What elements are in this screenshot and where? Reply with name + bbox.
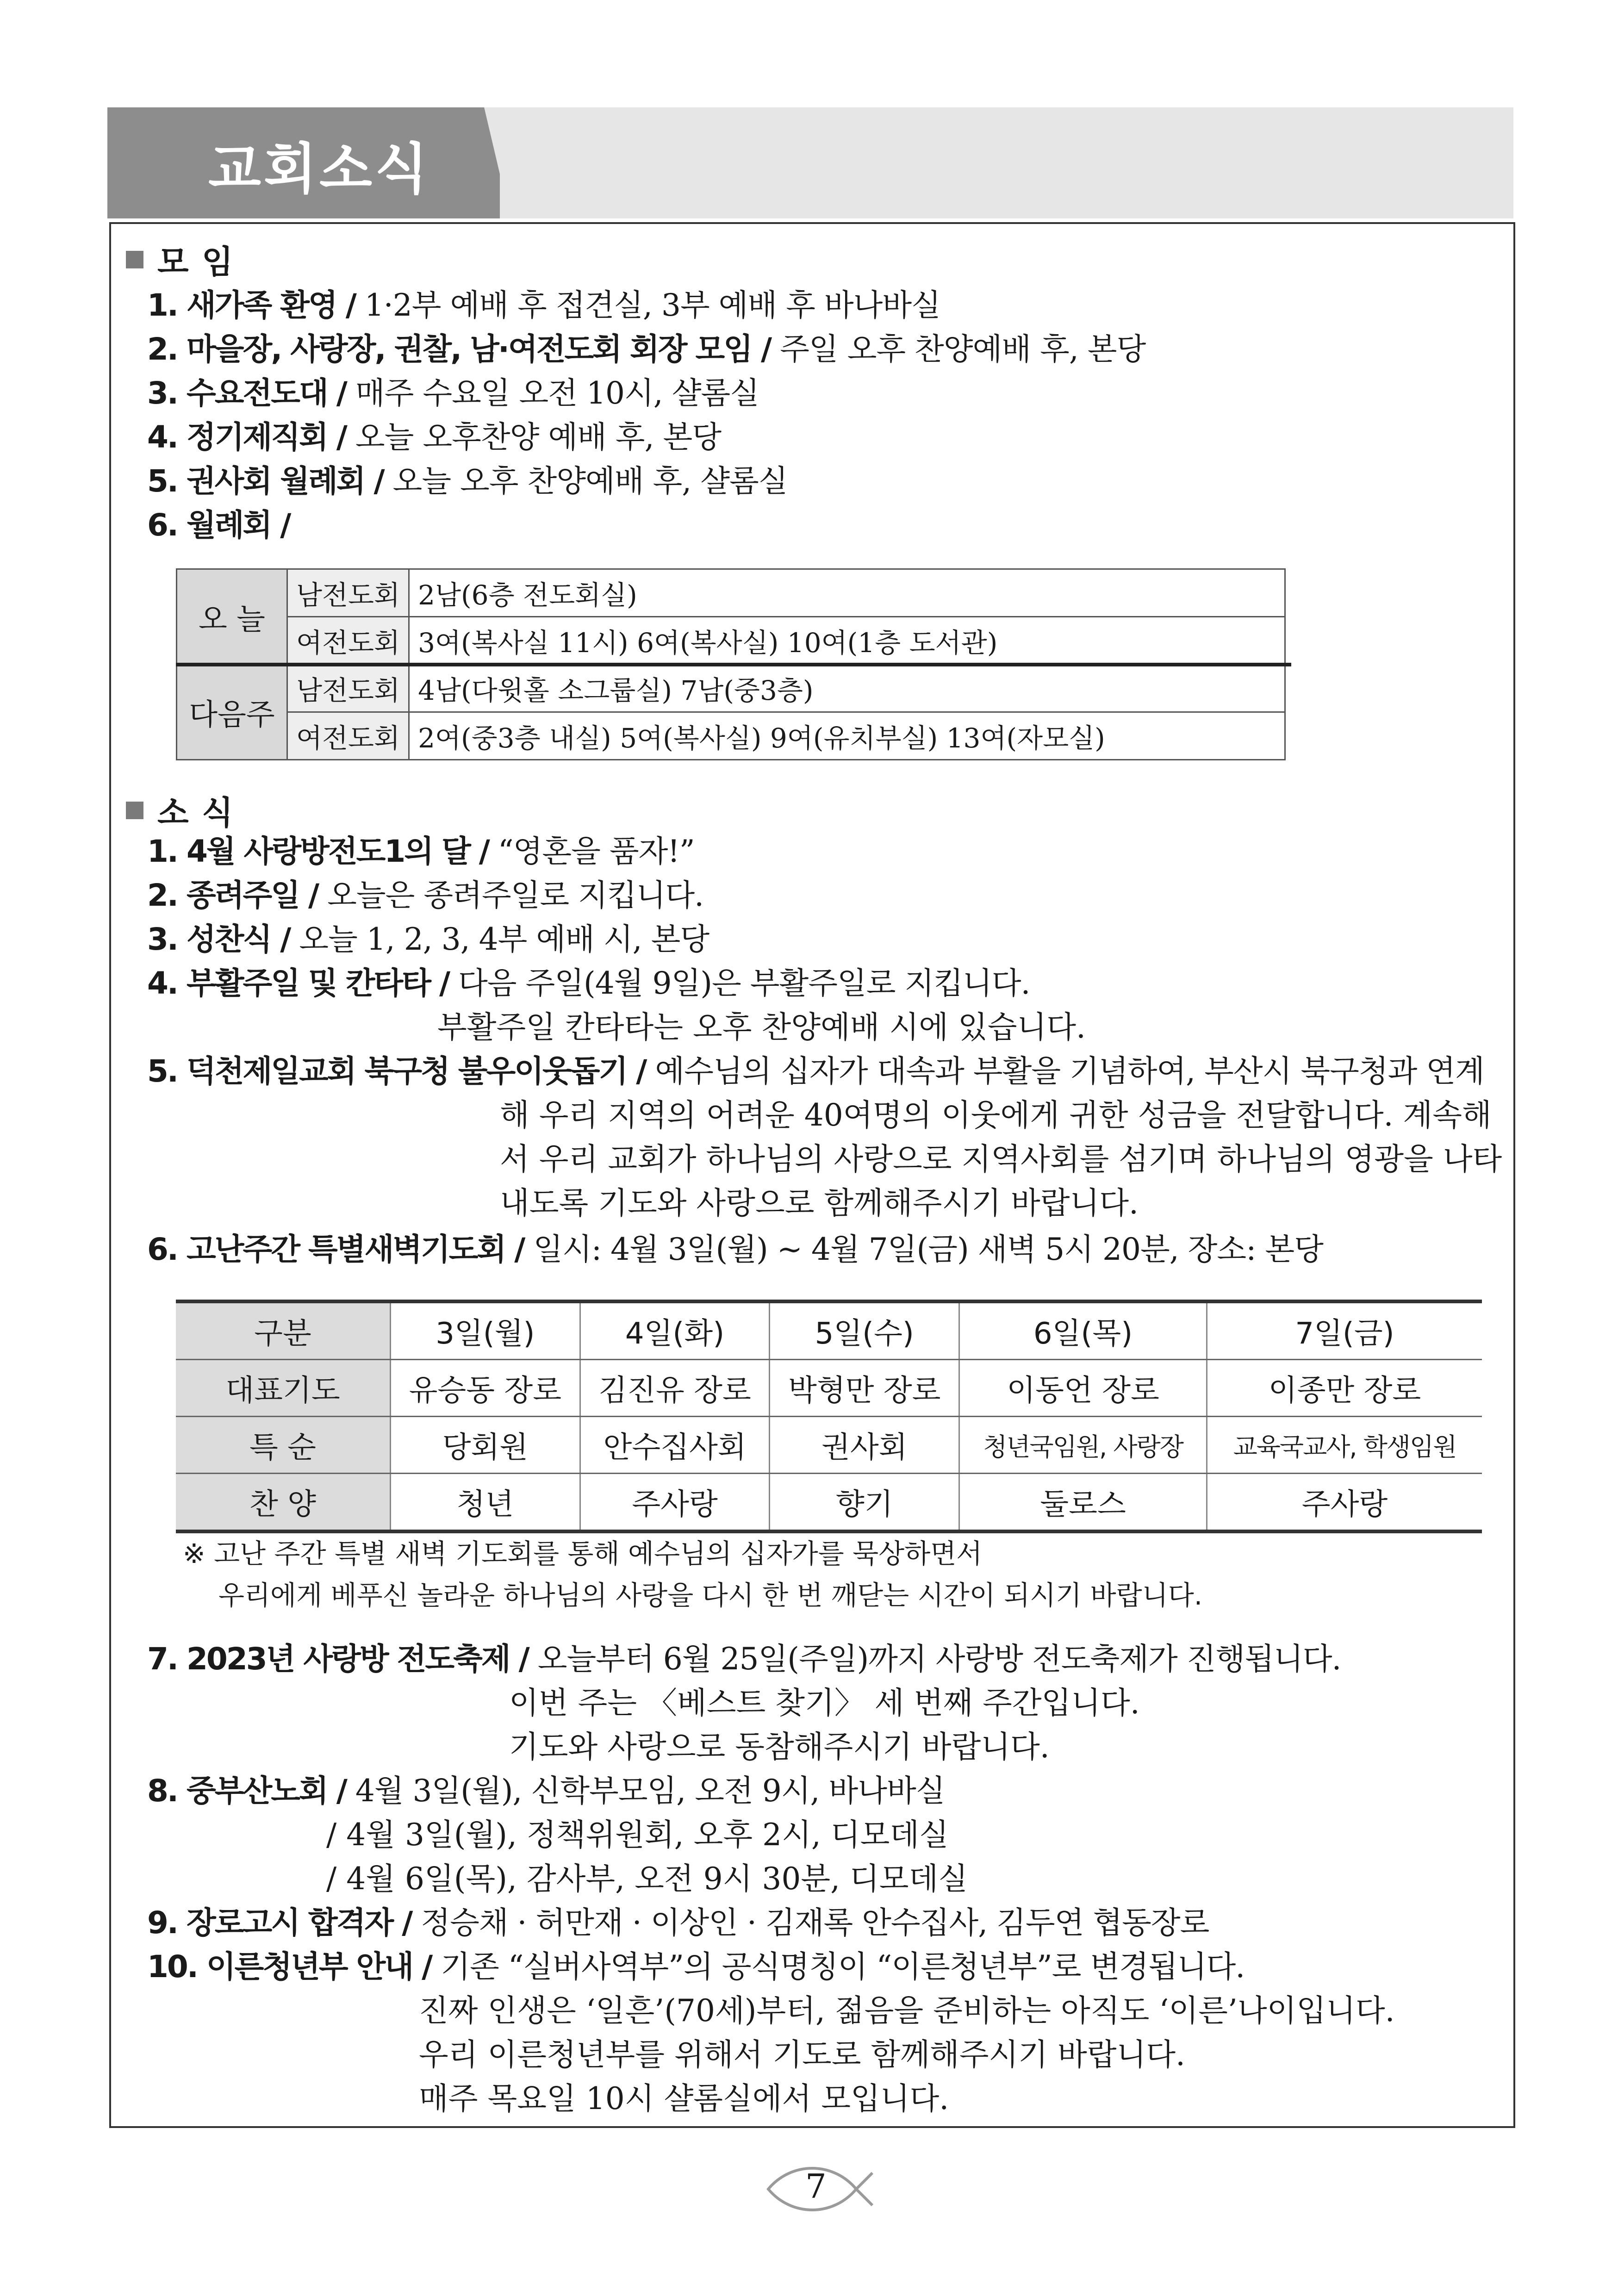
table-row — [176, 1301, 1482, 1360]
meeting-item: 5. 권사회 월례회 / 오늘 오후 찬양예배 후, 샬롬실 — [147, 463, 788, 499]
page-title: 교회소식 — [208, 137, 430, 201]
table-row — [177, 569, 1285, 617]
table-row — [177, 665, 1285, 712]
table-header-cell: 3일(월) — [391, 1301, 580, 1360]
news-item: 6. 고난주간 특별새벽기도회 / 일시: 4월 3일(월) ~ 4월 7일(금) 새벽 5시 20분, 장소: 본당 — [147, 1232, 1323, 1267]
square-bullet-icon — [126, 251, 143, 268]
news-item-continuation: 진짜 인생은 ‘일흔’(70세)부터, 젊음을 준비하는 아직도 ‘이른’나이입니다. — [419, 1993, 1395, 2028]
table-row — [177, 712, 1285, 760]
meeting-item: 2. 마을장, 사랑장, 권찰, 남·여전도회 회장 모임 / 주일 오후 찬양예배 후, 본당 — [147, 331, 1146, 367]
kind-cell: 여전도회 — [287, 617, 409, 665]
kind-cell: 여전도회 — [287, 712, 409, 760]
table-cell: 안수집사회 — [580, 1417, 770, 1474]
table-header-cell: 5일(수) — [770, 1301, 959, 1360]
table-cell: 박형만 장로 — [770, 1360, 959, 1417]
meeting-item: 6. 월례회 / — [147, 507, 290, 543]
prayer-note: ※ 고난 주간 특별 새벽 기도회를 통해 예수님의 십자가를 묵상하면서 — [183, 1538, 983, 1569]
news-item-continuation: 기도와 사랑으로 동참해주시기 바랍니다. — [509, 1729, 1050, 1765]
news-item: 10. 이른청년부 안내 / 기존 “실버사역부”의 공식명칭이 “이른청년부”로 변경됩니다. — [147, 1949, 1245, 1985]
table-cell: 교육국교사, 학생임원 — [1207, 1417, 1482, 1474]
kind-cell: 남전도회 — [287, 569, 409, 617]
detail-cell: 2남(6층 전도회실) — [409, 569, 1285, 617]
table-cell: 특 순 — [176, 1417, 391, 1474]
table-cell: 유승동 장로 — [391, 1360, 580, 1417]
news-item: 3. 성찬식 / 오늘 1, 2, 3, 4부 예배 시, 본당 — [147, 921, 709, 957]
table-divider — [176, 663, 1291, 666]
detail-cell: 4남(다윗홀 소그룹실) 7남(중3층) — [409, 665, 1285, 712]
detail-cell: 2여(중3층 내실) 5여(복사실) 9여(유치부실) 13여(자모실) — [409, 712, 1285, 760]
news-item-continuation: 우리 이른청년부를 위해서 기도로 함께해주시기 바랍니다. — [419, 2037, 1186, 2072]
group-cell: 다음주 — [177, 665, 287, 760]
news-item: 4. 부활주일 및 칸타타 / 다음 주일(4월 9일)은 부활주일로 지킵니다. — [147, 965, 1030, 1001]
news-item: 2. 종려주일 / 오늘은 종려주일로 지킵니다. — [147, 877, 704, 913]
news-item-continuation: / 4월 3일(월), 정책위원회, 오후 2시, 디모데실 — [326, 1817, 949, 1853]
news-item: 5. 덕천제일교회 북구청 불우이웃돕기 / 예수님의 십자가 대속과 부활을 기념하여, 부산시 북구청과 연계 — [147, 1053, 1484, 1089]
table-header-cell: 6일(목) — [959, 1301, 1207, 1360]
table-cell: 대표기도 — [176, 1360, 391, 1417]
table-cell: 찬 양 — [176, 1474, 391, 1532]
table-header-cell: 4일(화) — [580, 1301, 770, 1360]
prayer-note: 우리에게 베푸신 놀라운 하나님의 사랑을 다시 한 번 깨닫는 시간이 되시기 바랍니다. — [218, 1580, 1203, 1611]
news-item-continuation: 내도록 기도와 사랑으로 함께해주시기 바랍니다. — [500, 1185, 1139, 1221]
table-cell: 당회원 — [391, 1417, 580, 1474]
table-header-cell: 구분 — [176, 1301, 391, 1360]
news-item-continuation: 매주 목요일 10시 샬롬실에서 모입니다. — [419, 2081, 949, 2116]
table-cell: 둘로스 — [959, 1474, 1207, 1532]
news-item-continuation: 서 우리 교회가 하나님의 사랑으로 지역사회를 섬기며 하나님의 영광을 나타 — [500, 1141, 1502, 1177]
table-row — [177, 617, 1285, 665]
meeting-item: 3. 수요전도대 / 매주 수요일 오전 10시, 샬롬실 — [147, 375, 759, 411]
table-cell: 청년국임원, 사랑장 — [959, 1417, 1207, 1474]
news-item-continuation: 해 우리 지역의 어려운 40여명의 이웃에게 귀한 성금을 전달합니다. 계속해 — [500, 1097, 1492, 1133]
table-header-cell: 7일(금) — [1207, 1301, 1482, 1360]
news-item-continuation: / 4월 6일(목), 감사부, 오전 9시 30분, 디모데실 — [326, 1861, 968, 1897]
meeting-item: 1. 새가족 환영 / 1·2부 예배 후 접견실, 3부 예배 후 바나바실 — [147, 287, 940, 323]
section-heading-news: 소 식 — [126, 787, 234, 834]
meeting-item: 4. 정기제직회 / 오늘 오후찬양 예배 후, 본당 — [147, 419, 722, 455]
table-row — [176, 1474, 1482, 1532]
dawn-prayer-table — [176, 1300, 1482, 1533]
group-cell: 오 늘 — [177, 569, 287, 665]
table-row — [176, 1417, 1482, 1474]
square-bullet-icon — [126, 802, 143, 819]
news-item: 9. 장로고시 합격자 / 정승채 · 허만재 · 이상인 · 김재록 안수집사, 김두연 협동장로 — [147, 1905, 1209, 1941]
table-cell: 주사랑 — [580, 1474, 770, 1532]
kind-cell: 남전도회 — [287, 665, 409, 712]
section-heading-meetings: 모 임 — [126, 236, 234, 283]
page-number: 7 — [764, 2157, 875, 2221]
table-cell: 김진유 장로 — [580, 1360, 770, 1417]
news-item: 1. 4월 사랑방전도1의 달 / “영혼을 품자!” — [147, 834, 695, 869]
table-cell: 주사랑 — [1207, 1474, 1482, 1532]
table-cell: 이동언 장로 — [959, 1360, 1207, 1417]
table-row — [176, 1360, 1482, 1417]
detail-cell: 3여(복사실 11시) 6여(복사실) 10여(1층 도서관) — [409, 617, 1285, 665]
news-item-continuation: 부활주일 칸타타는 오후 찬양예배 시에 있습니다. — [437, 1009, 1086, 1045]
news-item: 7. 2023년 사랑방 전도축제 / 오늘부터 6월 25일(주일)까지 사랑방 전도축제가 진행됩니다. — [147, 1641, 1341, 1677]
news-item-continuation: 이번 주는 〈베스트 찾기〉 세 번째 주간입니다. — [509, 1685, 1140, 1721]
news-item: 8. 중부산노회 / 4월 3일(월), 신학부모임, 오전 9시, 바나바실 — [147, 1773, 945, 1809]
table-cell: 이종만 장로 — [1207, 1360, 1482, 1417]
table-cell: 향기 — [770, 1474, 959, 1532]
table-cell: 권사회 — [770, 1417, 959, 1474]
table-cell: 청년 — [391, 1474, 580, 1532]
